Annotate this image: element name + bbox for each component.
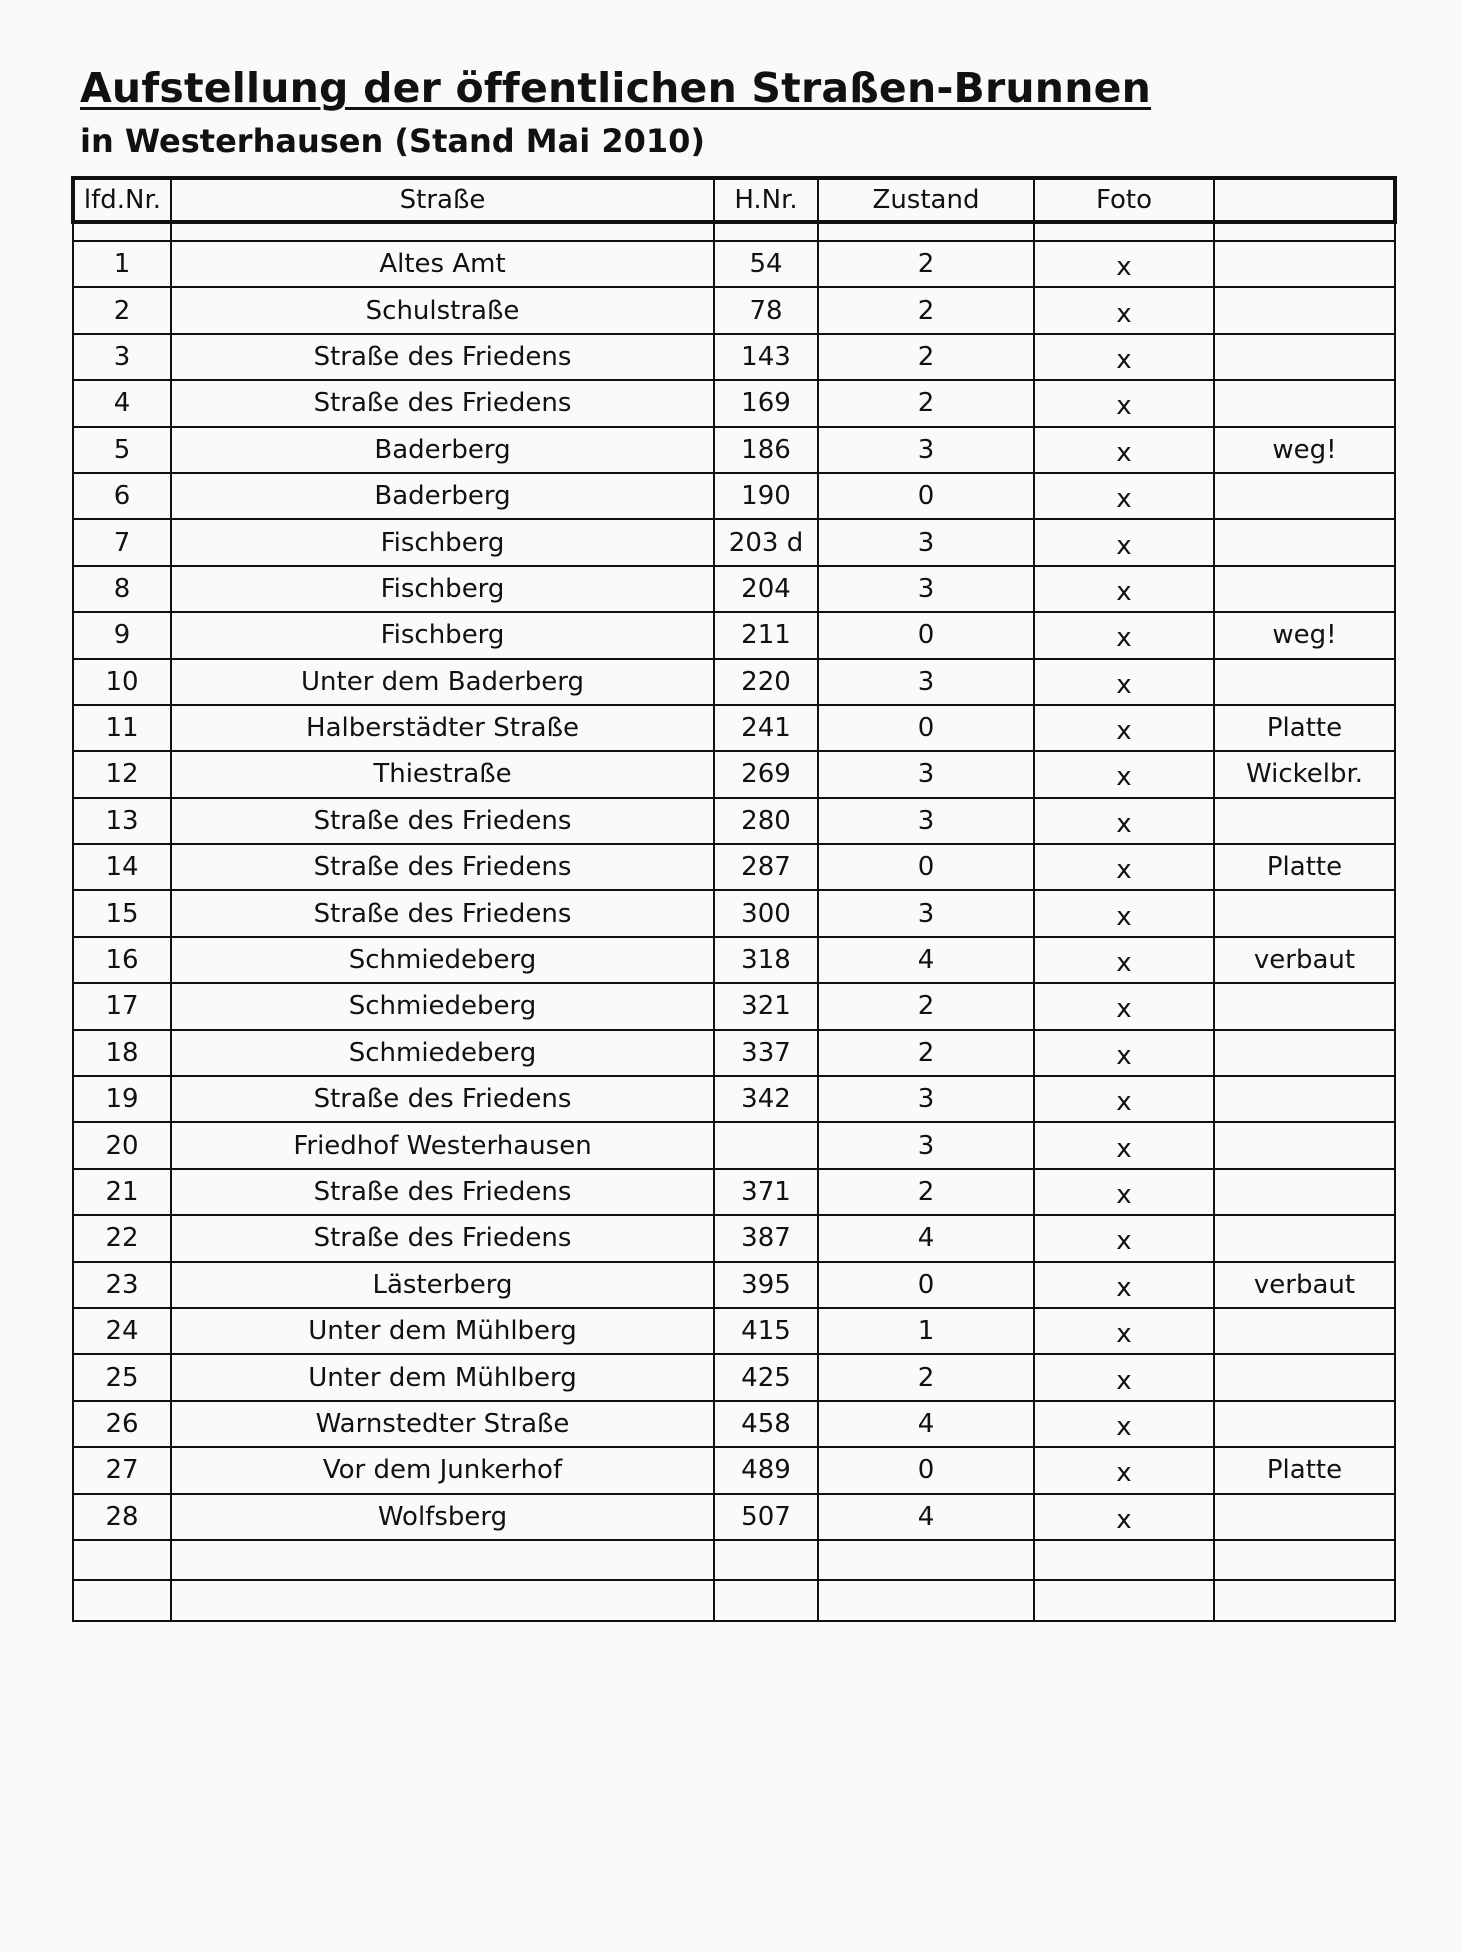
table-row (73, 473, 1395, 519)
cell-note: Wickelbr. (1214, 751, 1395, 797)
cell-strasse: Unter dem Baderberg (171, 659, 714, 705)
cell-lfd-nr: 5 (73, 427, 171, 473)
cell-zustand: 4 (818, 1401, 1034, 1447)
cell-strasse: Thiestraße (171, 751, 714, 797)
cell-zustand: 2 (818, 1030, 1034, 1076)
cell-note (1214, 1308, 1395, 1354)
table-row (73, 1401, 1395, 1447)
cell-note (1214, 1076, 1395, 1122)
cell-note (1214, 519, 1395, 565)
cell-foto: x (1034, 1122, 1214, 1168)
cell-zustand: 2 (818, 1354, 1034, 1400)
cell-note: verbaut (1214, 1262, 1395, 1308)
empty-cell (73, 1580, 171, 1620)
cell-strasse: Halberstädter Straße (171, 705, 714, 751)
cell-strasse: Straße des Friedens (171, 334, 714, 380)
page-subtitle: in Westerhausen (Stand Mai 2010) (80, 122, 706, 160)
table-row (73, 890, 1395, 936)
cell-strasse: Straße des Friedens (171, 1215, 714, 1261)
cell-zustand: 0 (818, 844, 1034, 890)
table-row (73, 1354, 1395, 1400)
empty-cell (1034, 1540, 1214, 1580)
cell-note: Platte (1214, 1447, 1395, 1493)
cell-foto: x (1034, 1354, 1214, 1400)
spacer-cell (1034, 222, 1214, 241)
cell-foto: x (1034, 473, 1214, 519)
table-row (73, 427, 1395, 473)
empty-cell (171, 1540, 714, 1580)
cell-strasse: Schmiedeberg (171, 937, 714, 983)
cell-note (1214, 798, 1395, 844)
table-row (73, 334, 1395, 380)
table-row (73, 566, 1395, 612)
cell-hnr: 371 (714, 1169, 818, 1215)
cell-hnr: 415 (714, 1308, 818, 1354)
cell-lfd-nr: 14 (73, 844, 171, 890)
cell-note (1214, 1354, 1395, 1400)
empty-cell (818, 1580, 1034, 1620)
cell-hnr: 204 (714, 566, 818, 612)
cell-note: weg! (1214, 612, 1395, 658)
empty-cell (73, 1540, 171, 1580)
cell-strasse: Fischberg (171, 612, 714, 658)
table-row (73, 1076, 1395, 1122)
cell-zustand: 3 (818, 566, 1034, 612)
cell-lfd-nr: 21 (73, 1169, 171, 1215)
cell-zustand: 2 (818, 1169, 1034, 1215)
cell-zustand: 0 (818, 473, 1034, 519)
cell-foto: x (1034, 566, 1214, 612)
cell-foto: x (1034, 937, 1214, 983)
cell-foto: x (1034, 1215, 1214, 1261)
table-row (73, 798, 1395, 844)
cell-hnr: 280 (714, 798, 818, 844)
cell-foto: x (1034, 798, 1214, 844)
cell-foto: x (1034, 1308, 1214, 1354)
cell-hnr: 287 (714, 844, 818, 890)
cell-note (1214, 1215, 1395, 1261)
cell-note (1214, 380, 1395, 426)
cell-zustand: 2 (818, 241, 1034, 287)
spacer-cell (73, 222, 171, 241)
cell-strasse: Unter dem Mühlberg (171, 1308, 714, 1354)
table-row (73, 1447, 1395, 1493)
table-row (73, 659, 1395, 705)
cell-hnr: 321 (714, 983, 818, 1029)
cell-hnr: 342 (714, 1076, 818, 1122)
cell-strasse: Straße des Friedens (171, 380, 714, 426)
cell-zustand: 4 (818, 937, 1034, 983)
table-row (73, 844, 1395, 890)
header-foto: Foto (1034, 178, 1214, 222)
table-row (73, 1308, 1395, 1354)
cell-hnr: 169 (714, 380, 818, 426)
cell-strasse: Friedhof Westerhausen (171, 1122, 714, 1168)
cell-foto: x (1034, 334, 1214, 380)
cell-note (1214, 566, 1395, 612)
table-header-row (73, 178, 1395, 222)
cell-strasse: Schmiedeberg (171, 1030, 714, 1076)
cell-lfd-nr: 6 (73, 473, 171, 519)
table-row (73, 705, 1395, 751)
table-row (73, 1030, 1395, 1076)
cell-zustand: 3 (818, 751, 1034, 797)
cell-lfd-nr: 22 (73, 1215, 171, 1261)
cell-lfd-nr: 2 (73, 287, 171, 333)
cell-lfd-nr: 26 (73, 1401, 171, 1447)
empty-cell (1214, 1540, 1395, 1580)
cell-strasse: Lästerberg (171, 1262, 714, 1308)
cell-hnr: 190 (714, 473, 818, 519)
cell-lfd-nr: 20 (73, 1122, 171, 1168)
header-strasse: Straße (171, 178, 714, 222)
cell-zustand: 2 (818, 334, 1034, 380)
cell-hnr (714, 1122, 818, 1168)
table-spacer-row (73, 222, 1395, 241)
table-row (73, 241, 1395, 287)
cell-foto: x (1034, 427, 1214, 473)
cell-hnr: 337 (714, 1030, 818, 1076)
cell-lfd-nr: 24 (73, 1308, 171, 1354)
cell-strasse: Straße des Friedens (171, 890, 714, 936)
cell-hnr: 241 (714, 705, 818, 751)
cell-foto: x (1034, 612, 1214, 658)
cell-hnr: 507 (714, 1494, 818, 1540)
cell-foto: x (1034, 1447, 1214, 1493)
table-row (73, 1122, 1395, 1168)
cell-lfd-nr: 7 (73, 519, 171, 565)
cell-zustand: 0 (818, 1447, 1034, 1493)
cell-lfd-nr: 3 (73, 334, 171, 380)
cell-foto: x (1034, 287, 1214, 333)
fountain-table (71, 176, 1397, 1622)
cell-strasse: Schmiedeberg (171, 983, 714, 1029)
cell-foto: x (1034, 1494, 1214, 1540)
cell-hnr: 269 (714, 751, 818, 797)
cell-strasse: Straße des Friedens (171, 844, 714, 890)
cell-zustand: 2 (818, 380, 1034, 426)
cell-strasse: Wolfsberg (171, 1494, 714, 1540)
cell-strasse: Schulstraße (171, 287, 714, 333)
cell-zustand: 0 (818, 1262, 1034, 1308)
table-row (73, 937, 1395, 983)
table-row (73, 1262, 1395, 1308)
empty-cell (714, 1540, 818, 1580)
cell-lfd-nr: 16 (73, 937, 171, 983)
table-row (73, 1215, 1395, 1261)
cell-zustand: 3 (818, 519, 1034, 565)
table-row (73, 751, 1395, 797)
cell-lfd-nr: 28 (73, 1494, 171, 1540)
cell-hnr: 318 (714, 937, 818, 983)
empty-cell (1034, 1580, 1214, 1620)
cell-strasse: Baderberg (171, 427, 714, 473)
empty-cell (818, 1540, 1034, 1580)
cell-note: Platte (1214, 705, 1395, 751)
cell-note (1214, 659, 1395, 705)
cell-note (1214, 890, 1395, 936)
cell-zustand: 0 (818, 705, 1034, 751)
cell-note (1214, 1122, 1395, 1168)
cell-strasse: Unter dem Mühlberg (171, 1354, 714, 1400)
cell-strasse: Fischberg (171, 566, 714, 612)
cell-foto: x (1034, 241, 1214, 287)
page-title: Aufstellung der öffentlichen Straßen-Brunnen (80, 64, 1151, 112)
cell-note (1214, 241, 1395, 287)
cell-strasse: Straße des Friedens (171, 798, 714, 844)
cell-hnr: 220 (714, 659, 818, 705)
cell-hnr: 54 (714, 241, 818, 287)
cell-zustand: 3 (818, 1122, 1034, 1168)
cell-note (1214, 1169, 1395, 1215)
cell-lfd-nr: 19 (73, 1076, 171, 1122)
cell-note (1214, 1401, 1395, 1447)
cell-hnr: 425 (714, 1354, 818, 1400)
table-row (73, 1169, 1395, 1215)
cell-foto: x (1034, 983, 1214, 1029)
cell-strasse: Vor dem Junkerhof (171, 1447, 714, 1493)
table-row (73, 287, 1395, 333)
cell-note (1214, 1494, 1395, 1540)
cell-note (1214, 287, 1395, 333)
cell-lfd-nr: 13 (73, 798, 171, 844)
table-row (73, 519, 1395, 565)
empty-table-row (73, 1580, 1395, 1620)
header-lfd-nr: lfd.Nr. (73, 178, 171, 222)
cell-lfd-nr: 8 (73, 566, 171, 612)
table-row (73, 612, 1395, 658)
cell-hnr: 211 (714, 612, 818, 658)
spacer-cell (171, 222, 714, 241)
cell-note (1214, 1030, 1395, 1076)
cell-foto: x (1034, 659, 1214, 705)
header-hnr: H.Nr. (714, 178, 818, 222)
cell-strasse: Warnstedter Straße (171, 1401, 714, 1447)
cell-lfd-nr: 23 (73, 1262, 171, 1308)
cell-foto: x (1034, 519, 1214, 565)
cell-foto: x (1034, 1169, 1214, 1215)
empty-cell (1214, 1580, 1395, 1620)
cell-zustand: 3 (818, 1076, 1034, 1122)
cell-strasse: Straße des Friedens (171, 1076, 714, 1122)
cell-note (1214, 983, 1395, 1029)
cell-note: weg! (1214, 427, 1395, 473)
cell-note (1214, 334, 1395, 380)
table-row (73, 380, 1395, 426)
cell-note (1214, 473, 1395, 519)
cell-foto: x (1034, 890, 1214, 936)
cell-note: verbaut (1214, 937, 1395, 983)
cell-hnr: 458 (714, 1401, 818, 1447)
table-row (73, 983, 1395, 1029)
cell-lfd-nr: 1 (73, 241, 171, 287)
cell-foto: x (1034, 1076, 1214, 1122)
cell-zustand: 2 (818, 983, 1034, 1029)
cell-strasse: Fischberg (171, 519, 714, 565)
spacer-cell (1214, 222, 1395, 241)
cell-lfd-nr: 15 (73, 890, 171, 936)
cell-zustand: 4 (818, 1215, 1034, 1261)
cell-lfd-nr: 4 (73, 380, 171, 426)
cell-foto: x (1034, 1262, 1214, 1308)
cell-foto: x (1034, 380, 1214, 426)
cell-hnr: 186 (714, 427, 818, 473)
cell-note: Platte (1214, 844, 1395, 890)
cell-lfd-nr: 10 (73, 659, 171, 705)
cell-zustand: 3 (818, 890, 1034, 936)
cell-foto: x (1034, 1030, 1214, 1076)
cell-hnr: 489 (714, 1447, 818, 1493)
table-row (73, 1494, 1395, 1540)
cell-zustand: 3 (818, 798, 1034, 844)
cell-foto: x (1034, 705, 1214, 751)
spacer-cell (714, 222, 818, 241)
cell-hnr: 300 (714, 890, 818, 936)
cell-strasse: Baderberg (171, 473, 714, 519)
cell-foto: x (1034, 751, 1214, 797)
cell-hnr: 143 (714, 334, 818, 380)
cell-zustand: 3 (818, 659, 1034, 705)
cell-foto: x (1034, 844, 1214, 890)
cell-zustand: 3 (818, 427, 1034, 473)
cell-zustand: 0 (818, 612, 1034, 658)
cell-lfd-nr: 18 (73, 1030, 171, 1076)
cell-hnr: 387 (714, 1215, 818, 1261)
cell-zustand: 1 (818, 1308, 1034, 1354)
cell-strasse: Altes Amt (171, 241, 714, 287)
cell-hnr: 203 d (714, 519, 818, 565)
cell-lfd-nr: 11 (73, 705, 171, 751)
cell-hnr: 78 (714, 287, 818, 333)
spacer-cell (818, 222, 1034, 241)
cell-lfd-nr: 25 (73, 1354, 171, 1400)
cell-zustand: 4 (818, 1494, 1034, 1540)
header-zustand: Zustand (818, 178, 1034, 222)
cell-lfd-nr: 12 (73, 751, 171, 797)
header-note (1214, 178, 1395, 222)
cell-strasse: Straße des Friedens (171, 1169, 714, 1215)
cell-lfd-nr: 17 (73, 983, 171, 1029)
cell-foto: x (1034, 1401, 1214, 1447)
cell-zustand: 2 (818, 287, 1034, 333)
empty-table-row (73, 1540, 1395, 1580)
empty-cell (714, 1580, 818, 1620)
cell-hnr: 395 (714, 1262, 818, 1308)
cell-lfd-nr: 9 (73, 612, 171, 658)
empty-cell (171, 1580, 714, 1620)
cell-lfd-nr: 27 (73, 1447, 171, 1493)
